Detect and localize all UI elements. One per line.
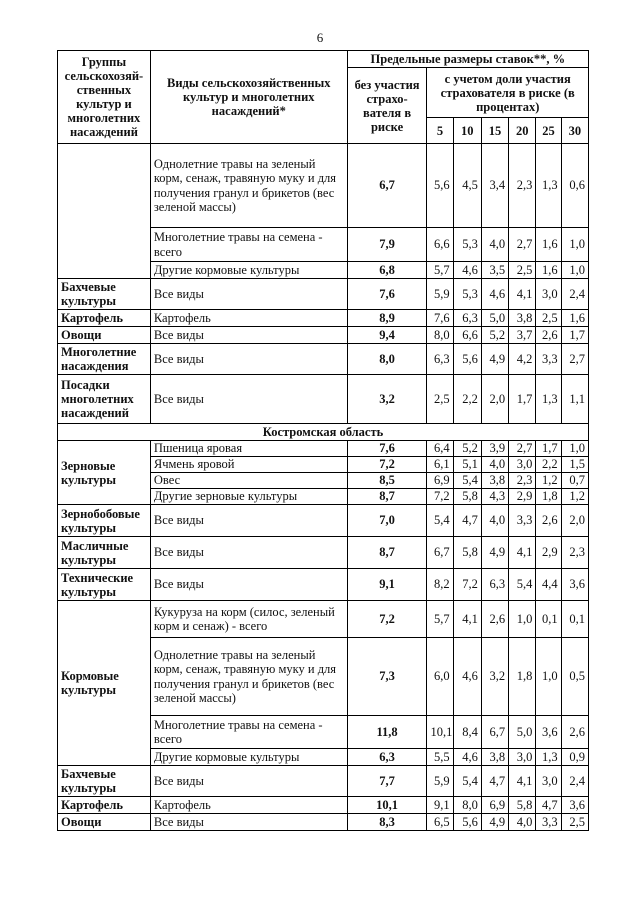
rate-share-10-cell: 5,3 (453, 279, 481, 310)
rate-share-30-cell: 1,5 (561, 457, 588, 473)
group-cell: Бахчевые культуры (58, 279, 151, 310)
rate-no-share-cell: 8,5 (347, 473, 427, 489)
crop-cell: Картофель (150, 310, 347, 327)
table-row (58, 344, 589, 375)
rate-share-15-cell: 3,8 (481, 473, 508, 489)
rate-share-5-cell: 6,5 (427, 814, 453, 831)
header-group-column: Группы сельскохозяй-ственных культур и многолетних насаждений (58, 51, 151, 144)
rate-share-30-cell: 2,0 (561, 505, 588, 537)
rate-share-30-cell: 1,7 (561, 327, 588, 344)
rate-share-25-cell: 0,1 (536, 601, 561, 638)
rate-share-10-cell: 5,3 (453, 228, 481, 262)
group-cell: Посадки многолетних насаждений (58, 375, 151, 424)
page-number: 6 (316, 30, 324, 45)
crop-cell: Все виды (150, 569, 347, 601)
rate-share-20-cell: 2,3 (509, 473, 536, 489)
crop-cell: Пшеница яровая (150, 441, 347, 457)
table-row (58, 766, 589, 797)
crop-cell: Многолетние травы на семена - всего (150, 228, 347, 262)
rate-share-10-cell: 2,2 (453, 375, 481, 424)
table-body (58, 144, 589, 831)
rate-no-share-cell: 8,7 (347, 489, 427, 505)
rate-share-25-cell: 4,4 (536, 569, 561, 601)
rate-share-15-cell: 6,9 (481, 797, 508, 814)
rate-share-15-cell: 4,0 (481, 228, 508, 262)
group-cell: Овощи (58, 327, 151, 344)
header-share-10: 10 (453, 118, 481, 144)
table-row (58, 310, 589, 327)
group-cell: Бахчевые культуры (58, 766, 151, 797)
rate-no-share-cell: 7,9 (347, 228, 427, 262)
rate-share-5-cell: 2,5 (427, 375, 453, 424)
rate-no-share-cell: 9,1 (347, 569, 427, 601)
header-crop-column: Виды сельскохозяйственных культур и многолетних насаждений* (150, 51, 347, 144)
rate-share-15-cell: 4,6 (481, 279, 508, 310)
rate-share-20-cell: 3,8 (509, 310, 536, 327)
rate-share-15-cell: 4,9 (481, 814, 508, 831)
rate-share-15-cell: 4,3 (481, 489, 508, 505)
rate-share-20-cell: 4,0 (509, 814, 536, 831)
crop-cell: Картофель (150, 797, 347, 814)
table-row (58, 375, 589, 424)
rate-share-10-cell: 5,4 (453, 766, 481, 797)
crop-cell: Кукуруза на корм (силос, зеленый корм и сенаж) - всего (150, 601, 347, 638)
rate-share-20-cell: 5,4 (509, 569, 536, 601)
region-title: Костромская область (58, 424, 589, 441)
rate-share-30-cell: 2,7 (561, 344, 588, 375)
crop-cell: Другие кормовые культуры (150, 749, 347, 766)
rate-share-15-cell: 6,7 (481, 716, 508, 749)
rate-share-15-cell: 2,0 (481, 375, 508, 424)
rate-share-25-cell: 1,3 (536, 375, 561, 424)
rate-share-15-cell: 3,4 (481, 144, 508, 228)
rate-share-30-cell: 1,6 (561, 310, 588, 327)
rate-share-5-cell: 5,9 (427, 279, 453, 310)
rate-no-share-cell: 11,8 (347, 716, 427, 749)
header-share-25: 25 (536, 118, 561, 144)
rate-share-5-cell: 9,1 (427, 797, 453, 814)
rate-share-20-cell: 4,2 (509, 344, 536, 375)
rate-share-5-cell: 5,7 (427, 262, 453, 279)
rate-share-15-cell: 3,5 (481, 262, 508, 279)
rate-share-5-cell: 6,6 (427, 228, 453, 262)
crop-cell: Все виды (150, 505, 347, 537)
rate-no-share-cell: 8,3 (347, 814, 427, 831)
rate-share-30-cell: 0,5 (561, 638, 588, 716)
rate-share-30-cell: 2,4 (561, 279, 588, 310)
rate-share-20-cell: 3,3 (509, 505, 536, 537)
rate-share-5-cell: 6,1 (427, 457, 453, 473)
rate-no-share-cell: 9,4 (347, 327, 427, 344)
crop-cell: Все виды (150, 375, 347, 424)
rate-no-share-cell: 7,3 (347, 638, 427, 716)
rate-share-10-cell: 5,6 (453, 344, 481, 375)
rate-share-20-cell: 3,0 (509, 749, 536, 766)
rate-share-20-cell: 5,0 (509, 716, 536, 749)
rate-share-5-cell: 8,0 (427, 327, 453, 344)
crop-cell: Ячмень яровой (150, 457, 347, 473)
rate-share-15-cell: 4,7 (481, 766, 508, 797)
header-no-share: без участия страхо-вателя в риске (347, 68, 427, 144)
rate-no-share-cell: 7,2 (347, 457, 427, 473)
table-row (58, 505, 589, 537)
rate-share-5-cell: 10,1 (427, 716, 453, 749)
group-cell: Зернобобовые культуры (58, 505, 151, 537)
rate-share-25-cell: 1,3 (536, 749, 561, 766)
rate-no-share-cell: 10,1 (347, 797, 427, 814)
rate-share-10-cell: 5,6 (453, 814, 481, 831)
rate-share-20-cell: 5,8 (509, 797, 536, 814)
rate-share-5-cell: 5,6 (427, 144, 453, 228)
crop-cell: Все виды (150, 279, 347, 310)
table-row (58, 441, 589, 457)
rate-share-25-cell: 3,6 (536, 716, 561, 749)
rate-share-30-cell: 2,4 (561, 766, 588, 797)
rate-share-30-cell: 1,0 (561, 228, 588, 262)
rate-share-15-cell: 4,9 (481, 537, 508, 569)
table-row (58, 569, 589, 601)
rate-share-30-cell: 1,2 (561, 489, 588, 505)
rate-share-20-cell: 4,1 (509, 537, 536, 569)
rate-share-25-cell: 2,6 (536, 505, 561, 537)
crop-cell: Все виды (150, 537, 347, 569)
rate-share-15-cell: 2,6 (481, 601, 508, 638)
rate-share-25-cell: 2,2 (536, 457, 561, 473)
crop-cell: Все виды (150, 766, 347, 797)
rate-share-20-cell: 2,3 (509, 144, 536, 228)
rate-no-share-cell: 8,9 (347, 310, 427, 327)
rate-share-30-cell: 0,6 (561, 144, 588, 228)
crop-cell: Однолетние травы на зеленый корм, сенаж, травяную муку и для получения гранул и брикетов (вес зеленой массы) (150, 144, 347, 228)
table-row (58, 601, 589, 638)
rate-share-20-cell: 2,9 (509, 489, 536, 505)
crop-cell: Овес (150, 473, 347, 489)
rate-share-10-cell: 6,3 (453, 310, 481, 327)
group-cell: Картофель (58, 310, 151, 327)
header-share-20: 20 (509, 118, 536, 144)
rate-share-10-cell: 7,2 (453, 569, 481, 601)
rate-no-share-cell: 8,0 (347, 344, 427, 375)
rate-share-20-cell: 1,7 (509, 375, 536, 424)
rate-share-10-cell: 4,6 (453, 749, 481, 766)
rate-share-25-cell: 1,2 (536, 473, 561, 489)
rate-no-share-cell: 7,0 (347, 505, 427, 537)
rate-share-10-cell: 5,2 (453, 441, 481, 457)
region-row (58, 424, 589, 441)
rate-no-share-cell: 7,6 (347, 279, 427, 310)
rate-share-15-cell: 4,0 (481, 505, 508, 537)
rate-share-25-cell: 3,3 (536, 344, 561, 375)
rate-share-25-cell: 2,6 (536, 327, 561, 344)
rate-share-15-cell: 3,9 (481, 441, 508, 457)
rate-share-10-cell: 4,6 (453, 638, 481, 716)
header-limits: Предельные размеры ставок**, % (347, 51, 588, 68)
rate-share-15-cell: 4,0 (481, 457, 508, 473)
rate-share-30-cell: 2,5 (561, 814, 588, 831)
crop-cell: Другие зерновые культуры (150, 489, 347, 505)
group-cell: Кормовые культуры (58, 601, 151, 766)
table-row (58, 279, 589, 310)
table-row (58, 327, 589, 344)
rate-share-25-cell: 1,6 (536, 262, 561, 279)
rate-no-share-cell: 6,7 (347, 144, 427, 228)
rate-share-20-cell: 4,1 (509, 279, 536, 310)
rate-share-5-cell: 5,7 (427, 601, 453, 638)
group-cell: Масличные культуры (58, 537, 151, 569)
rate-share-5-cell: 5,4 (427, 505, 453, 537)
rate-share-20-cell: 1,8 (509, 638, 536, 716)
table-row (58, 144, 589, 228)
rate-no-share-cell: 7,6 (347, 441, 427, 457)
rate-share-15-cell: 3,2 (481, 638, 508, 716)
group-cell: Зерновые культуры (58, 441, 151, 505)
rate-share-5-cell: 6,7 (427, 537, 453, 569)
rate-share-25-cell: 1,8 (536, 489, 561, 505)
rate-share-30-cell: 1,0 (561, 441, 588, 457)
rate-share-30-cell: 0,7 (561, 473, 588, 489)
rate-share-10-cell: 8,0 (453, 797, 481, 814)
header-with-share: с учетом доли участия страхователя в риске (в процентах) (427, 68, 589, 118)
rate-share-10-cell: 4,5 (453, 144, 481, 228)
group-cell: Овощи (58, 814, 151, 831)
rate-share-5-cell: 5,9 (427, 766, 453, 797)
rate-share-5-cell: 7,2 (427, 489, 453, 505)
rate-share-10-cell: 5,1 (453, 457, 481, 473)
rate-share-10-cell: 4,1 (453, 601, 481, 638)
rate-share-25-cell: 3,0 (536, 766, 561, 797)
rate-share-20-cell: 3,7 (509, 327, 536, 344)
table-row (58, 814, 589, 831)
crop-cell: Другие кормовые культуры (150, 262, 347, 279)
rate-share-15-cell: 6,3 (481, 569, 508, 601)
rate-no-share-cell: 7,2 (347, 601, 427, 638)
rate-share-20-cell: 1,0 (509, 601, 536, 638)
rate-share-30-cell: 3,6 (561, 797, 588, 814)
rate-share-25-cell: 3,3 (536, 814, 561, 831)
rate-share-20-cell: 3,0 (509, 457, 536, 473)
rate-share-30-cell: 3,6 (561, 569, 588, 601)
rate-share-15-cell: 5,2 (481, 327, 508, 344)
rate-share-30-cell: 1,0 (561, 262, 588, 279)
rate-share-25-cell: 2,5 (536, 310, 561, 327)
rate-share-30-cell: 2,3 (561, 537, 588, 569)
rate-share-5-cell: 6,0 (427, 638, 453, 716)
rate-no-share-cell: 7,7 (347, 766, 427, 797)
rate-share-25-cell: 1,7 (536, 441, 561, 457)
crop-cell: Все виды (150, 344, 347, 375)
rate-share-25-cell: 1,6 (536, 228, 561, 262)
rate-share-20-cell: 4,1 (509, 766, 536, 797)
rate-share-25-cell: 3,0 (536, 279, 561, 310)
rate-share-10-cell: 4,7 (453, 505, 481, 537)
rate-share-10-cell: 8,4 (453, 716, 481, 749)
rate-share-25-cell: 1,0 (536, 638, 561, 716)
rate-share-25-cell: 2,9 (536, 537, 561, 569)
rate-share-30-cell: 2,6 (561, 716, 588, 749)
rate-no-share-cell: 6,8 (347, 262, 427, 279)
insurance-rates-table (57, 50, 589, 831)
group-cell (58, 144, 151, 279)
rate-share-10-cell: 5,8 (453, 537, 481, 569)
rate-share-30-cell: 1,1 (561, 375, 588, 424)
rate-share-20-cell: 2,5 (509, 262, 536, 279)
rate-share-5-cell: 7,6 (427, 310, 453, 327)
table-row (58, 537, 589, 569)
rate-share-20-cell: 2,7 (509, 228, 536, 262)
rate-share-20-cell: 2,7 (509, 441, 536, 457)
rate-share-10-cell: 5,8 (453, 489, 481, 505)
rate-share-10-cell: 6,6 (453, 327, 481, 344)
rate-share-5-cell: 8,2 (427, 569, 453, 601)
rate-share-5-cell: 6,3 (427, 344, 453, 375)
rate-share-5-cell: 6,9 (427, 473, 453, 489)
group-cell: Картофель (58, 797, 151, 814)
rate-share-5-cell: 6,4 (427, 441, 453, 457)
header-share-30: 30 (561, 118, 588, 144)
group-cell: Многолетние насаждения (58, 344, 151, 375)
crop-cell: Однолетние травы на зеленый корм, сенаж, травяную муку и для получения гранул и брикетов (вес зеленой массы) (150, 638, 347, 716)
rate-no-share-cell: 6,3 (347, 749, 427, 766)
rate-share-15-cell: 5,0 (481, 310, 508, 327)
header-share-5: 5 (427, 118, 453, 144)
rate-share-25-cell: 1,3 (536, 144, 561, 228)
header-share-15: 15 (481, 118, 508, 144)
rate-share-5-cell: 5,5 (427, 749, 453, 766)
rate-no-share-cell: 8,7 (347, 537, 427, 569)
rate-share-30-cell: 0,1 (561, 601, 588, 638)
group-cell: Технические культуры (58, 569, 151, 601)
rate-no-share-cell: 3,2 (347, 375, 427, 424)
table-row (58, 797, 589, 814)
rate-share-15-cell: 4,9 (481, 344, 508, 375)
rate-share-30-cell: 0,9 (561, 749, 588, 766)
rate-share-15-cell: 3,8 (481, 749, 508, 766)
crop-cell: Все виды (150, 814, 347, 831)
rate-share-10-cell: 5,4 (453, 473, 481, 489)
crop-cell: Все виды (150, 327, 347, 344)
rate-share-25-cell: 4,7 (536, 797, 561, 814)
rate-share-10-cell: 4,6 (453, 262, 481, 279)
crop-cell: Многолетние травы на семена - всего (150, 716, 347, 749)
